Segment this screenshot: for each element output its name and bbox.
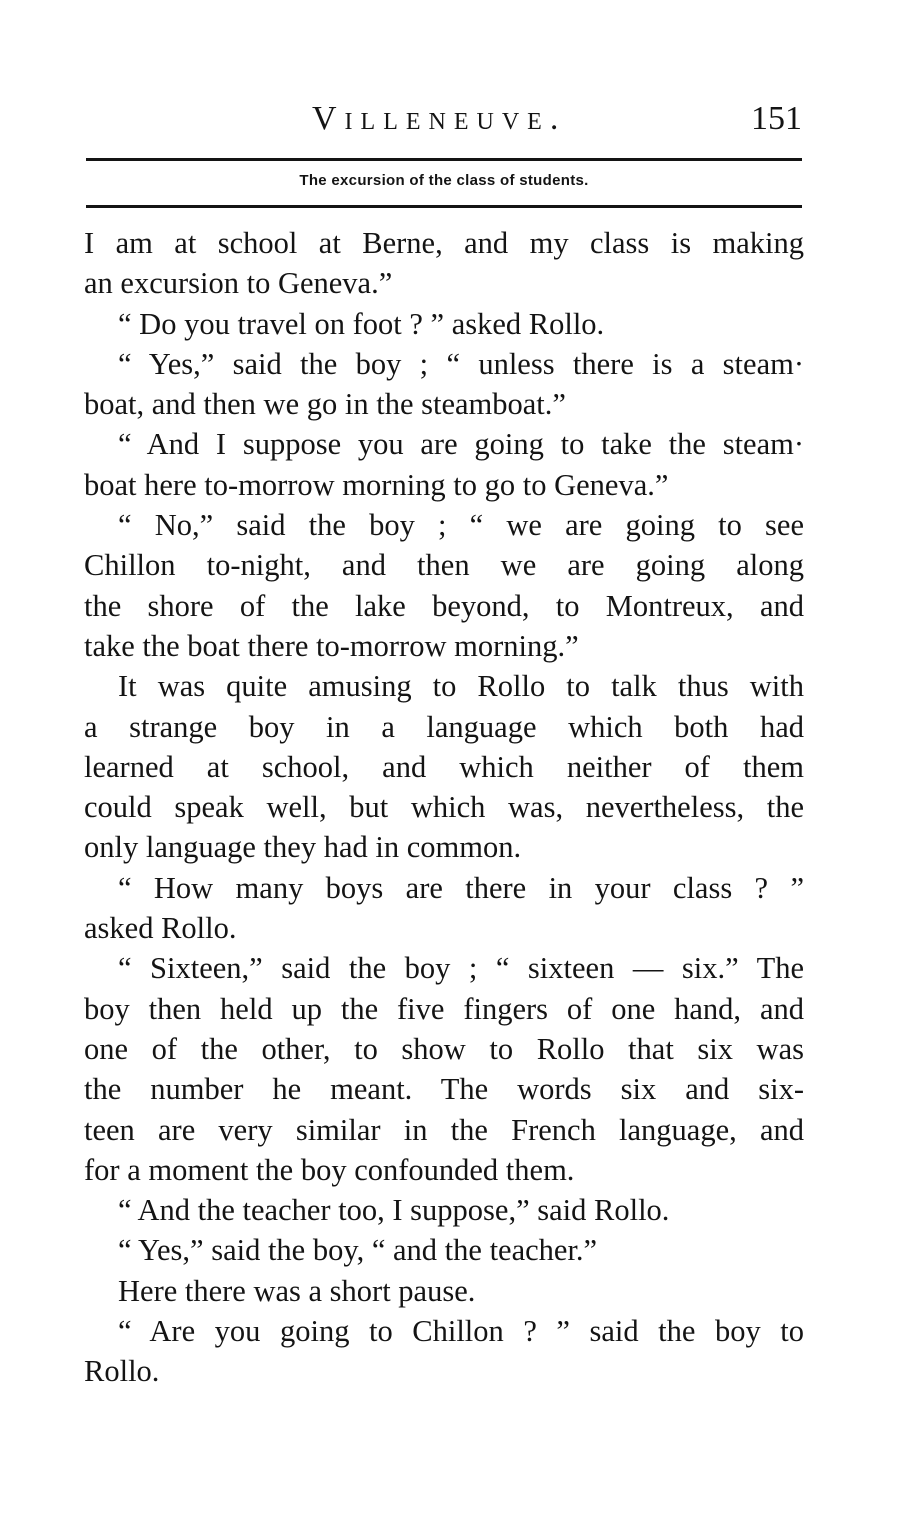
text-line: teen are very similar in the French language, and [84,1112,804,1147]
text-line: could speak well, but which was, nevertheless, the [84,790,804,825]
text-line: boy then held up the five fingers of one hand, and [84,991,804,1026]
text-line: “ Do you travel on foot ? ” asked Rollo. [118,306,605,341]
bottom-rule [86,205,802,208]
text-line: “ And I suppose you are going to take the steam· [118,427,804,462]
text-line: I am at school at Berne, and my class is making [84,226,804,260]
text-line: the number he meant. The words six and six- [84,1072,804,1107]
running-head-title: Villeneuve. [312,100,567,137]
running-head [86,100,802,148]
text-line: learned at school, and which neither of them [84,749,804,784]
text-line: “ Yes,” said the boy, “ and the teacher.” [118,1233,598,1268]
text-line: asked Rollo. [84,911,237,946]
text-line: take the boat there to-morrow morning.” [84,628,579,663]
text-line: “ No,” said the boy ; “ we are going to see [118,508,804,543]
text-line: It was quite amusing to Rollo to talk thus with [118,669,804,704]
page-number: 151 [751,100,802,137]
text-line: “ And the teacher too, I suppose,” said Rollo. [118,1193,670,1228]
text-line: “ Yes,” said the boy ; “ unless there is a steam· [118,346,804,381]
text-line: one of the other, to show to Rollo that six was [84,1031,804,1066]
text-line: for a moment the boy confounded them. [84,1152,575,1187]
body-text [84,223,804,1392]
section-subtitle: The excursion of the class of students. [299,172,589,189]
text-line: “ Sixteen,” said the boy ; “ sixteen — six.” The [118,951,804,986]
text-line: an excursion to Geneva.” [84,266,393,301]
text-line: Here there was a short pause. [118,1273,476,1308]
text-line: only language they had in common. [84,830,522,865]
text-line: boat, and then we go in the steamboat.” [84,387,566,422]
text-line: Rollo. [84,1354,160,1389]
text-line: a strange boy in a language which both had [84,709,804,744]
text-line: Chillon to-night, and then we are going along [84,548,804,583]
text-line: “ How many boys are there in your class ? ” [118,870,804,905]
text-line: boat here to-morrow morning to go to Geneva.” [84,467,669,502]
top-rule [86,158,802,161]
text-line: “ Are you going to Chillon ? ” said the boy to [118,1314,804,1349]
text-line: the shore of the lake beyond, to Montreux, and [84,588,804,623]
